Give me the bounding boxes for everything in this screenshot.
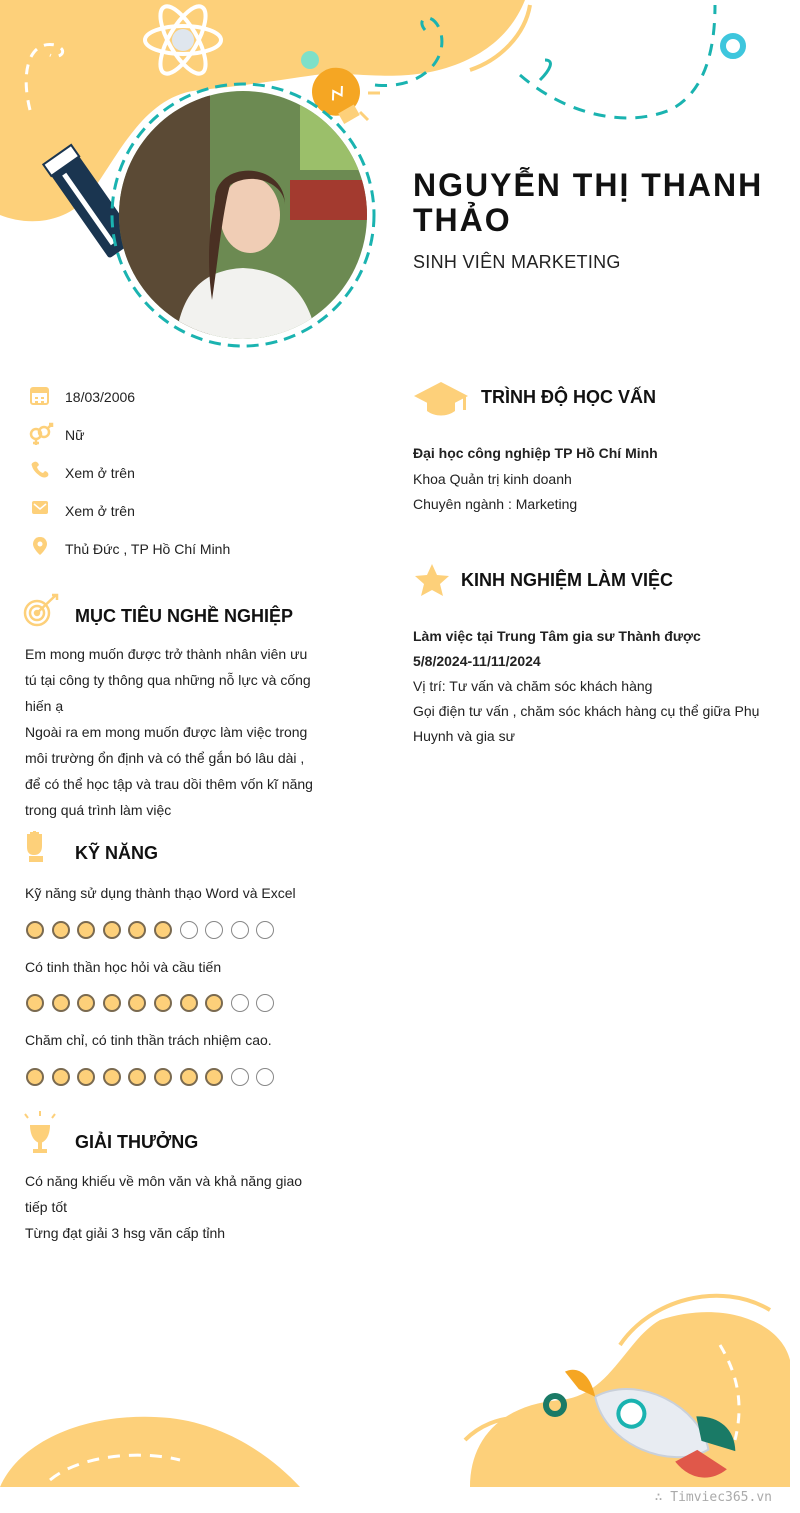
trophy-icon — [25, 1111, 55, 1153]
hand-icon — [27, 831, 43, 862]
awards-title: GIẢI THƯỞNG — [75, 1132, 199, 1152]
awards-line: Từng đạt giải 3 hsg văn cấp tỉnh — [25, 1225, 226, 1241]
rating-dot-filled — [154, 921, 172, 939]
gender-icon — [30, 425, 50, 445]
rating-dot-filled — [180, 994, 198, 1012]
education-faculty: Khoa Quản trị kinh doanh — [413, 470, 572, 487]
awards-line: tiếp tốt — [25, 1199, 68, 1215]
awards-line: Có năng khiếu về môn văn và khả năng giao — [25, 1173, 303, 1189]
location-icon — [30, 539, 50, 559]
profile-role: SINH VIÊN MARKETING — [413, 252, 621, 272]
skills-title: KỸ NĂNG — [75, 843, 159, 863]
rating-dot-filled — [103, 921, 121, 939]
target-icon — [25, 595, 57, 625]
phone-value: Xem ở trên — [65, 465, 135, 481]
contact-row-address — [30, 537, 230, 561]
rating-dot-filled — [103, 994, 121, 1012]
rating-dot-filled — [154, 1068, 172, 1086]
rating-dot-empty — [231, 1068, 249, 1086]
experience-title: KINH NGHIỆM LÀM VIỆC — [461, 570, 674, 590]
awards-text — [25, 1168, 318, 1246]
rating-dot-empty — [231, 921, 249, 939]
experience-position: Vị trí: Tư vấn và chăm sóc khách hàng — [413, 678, 653, 694]
rating-dot-filled — [26, 921, 44, 939]
skill-name: Kỹ năng sử dụng thành thạo Word và Excel — [25, 885, 296, 901]
contact-row-email — [30, 499, 135, 523]
rating-dot-filled — [103, 1068, 121, 1086]
birthday-value: 18/03/2006 — [65, 389, 136, 405]
education-block — [413, 441, 658, 518]
objective-line: trong quá trình làm việc — [25, 802, 172, 818]
rating-dot-filled — [128, 1068, 146, 1086]
rating-dot-filled — [26, 994, 44, 1012]
rating-dot-empty — [256, 921, 274, 939]
rating-dot-filled — [180, 1068, 198, 1086]
star-icon — [415, 564, 449, 596]
rating-dot-empty — [205, 921, 223, 939]
contact-row-gender — [30, 423, 84, 447]
rating-dot-filled — [205, 994, 223, 1012]
experience-company: Làm việc tại Trung Tâm gia sư Thành được — [413, 628, 701, 644]
skill-rating — [26, 921, 282, 939]
rating-dot-empty — [180, 921, 198, 939]
objective-text — [25, 641, 318, 823]
rating-dot-filled — [154, 994, 172, 1012]
gender-value: Nữ — [65, 427, 85, 443]
rating-dot-filled — [52, 921, 70, 939]
contact-row-birthday — [30, 385, 135, 409]
experience-desc-line: Huynh và gia sư — [413, 728, 515, 744]
address-value: Thủ Đức , TP Hồ Chí Minh — [65, 541, 231, 557]
objective-title: MỤC TIÊU NGHỀ NGHIỆP — [75, 606, 294, 626]
contact-row-phone — [30, 461, 135, 485]
profile-name: NGUYỄN THỊ THANH THẢO — [413, 167, 764, 238]
rating-dot-filled — [128, 921, 146, 939]
objective-line: Em mong muốn được trở thành nhân viên ưu — [25, 646, 308, 662]
rating-dot-filled — [77, 921, 95, 939]
watermark: ∴ Timviec365.vn — [654, 1490, 772, 1505]
objective-line: tú tại công ty thông qua những nỗ lực và cống — [25, 672, 311, 688]
skill-rating — [26, 1068, 282, 1086]
rating-dot-filled — [77, 1068, 95, 1086]
skill-rating — [26, 994, 282, 1012]
mail-icon — [30, 501, 50, 521]
rating-dot-empty — [256, 994, 274, 1012]
phone-icon — [30, 463, 50, 483]
teal-ring — [723, 36, 743, 56]
rating-dot-empty — [231, 994, 249, 1012]
rating-dot-filled — [205, 1068, 223, 1086]
education-school: Đại học công nghiệp TP Hồ Chí Minh — [413, 445, 658, 461]
education-major: Chuyên ngành : Marketing — [413, 496, 578, 512]
experience-desc-line: Gọi điện tư vấn , chăm sóc khách hàng cụ thể giữa Phụ — [413, 703, 760, 719]
experience-block — [413, 624, 773, 749]
objective-line: Ngoài ra em mong muốn được làm việc trong — [25, 724, 308, 740]
skill-name: Chăm chỉ, có tinh thần trách nhiệm cao. — [25, 1032, 272, 1048]
rating-dot-empty — [256, 1068, 274, 1086]
rating-dot-filled — [52, 994, 70, 1012]
objective-line: môi trường ổn định và có thể gắn bó lâu dài , — [25, 750, 305, 766]
rating-dot-filled — [128, 994, 146, 1012]
rating-dot-filled — [77, 994, 95, 1012]
bottom-left-blob — [0, 1417, 300, 1487]
objective-line: để có thể học tập và trau dồi thêm vốn kĩ năng — [25, 776, 313, 792]
rating-dot-filled — [52, 1068, 70, 1086]
experience-period: 5/8/2024-11/11/2024 — [413, 653, 541, 669]
skill-name: Có tinh thần học hỏi và cầu tiến — [25, 959, 222, 975]
calendar-icon — [30, 387, 50, 407]
rating-dot-filled — [26, 1068, 44, 1086]
education-title: TRÌNH ĐỘ HỌC VẤN — [481, 387, 656, 407]
graduation-cap-icon — [414, 382, 468, 416]
objective-line: hiến ạ — [25, 698, 64, 714]
email-value: Xem ở trên — [65, 503, 135, 519]
